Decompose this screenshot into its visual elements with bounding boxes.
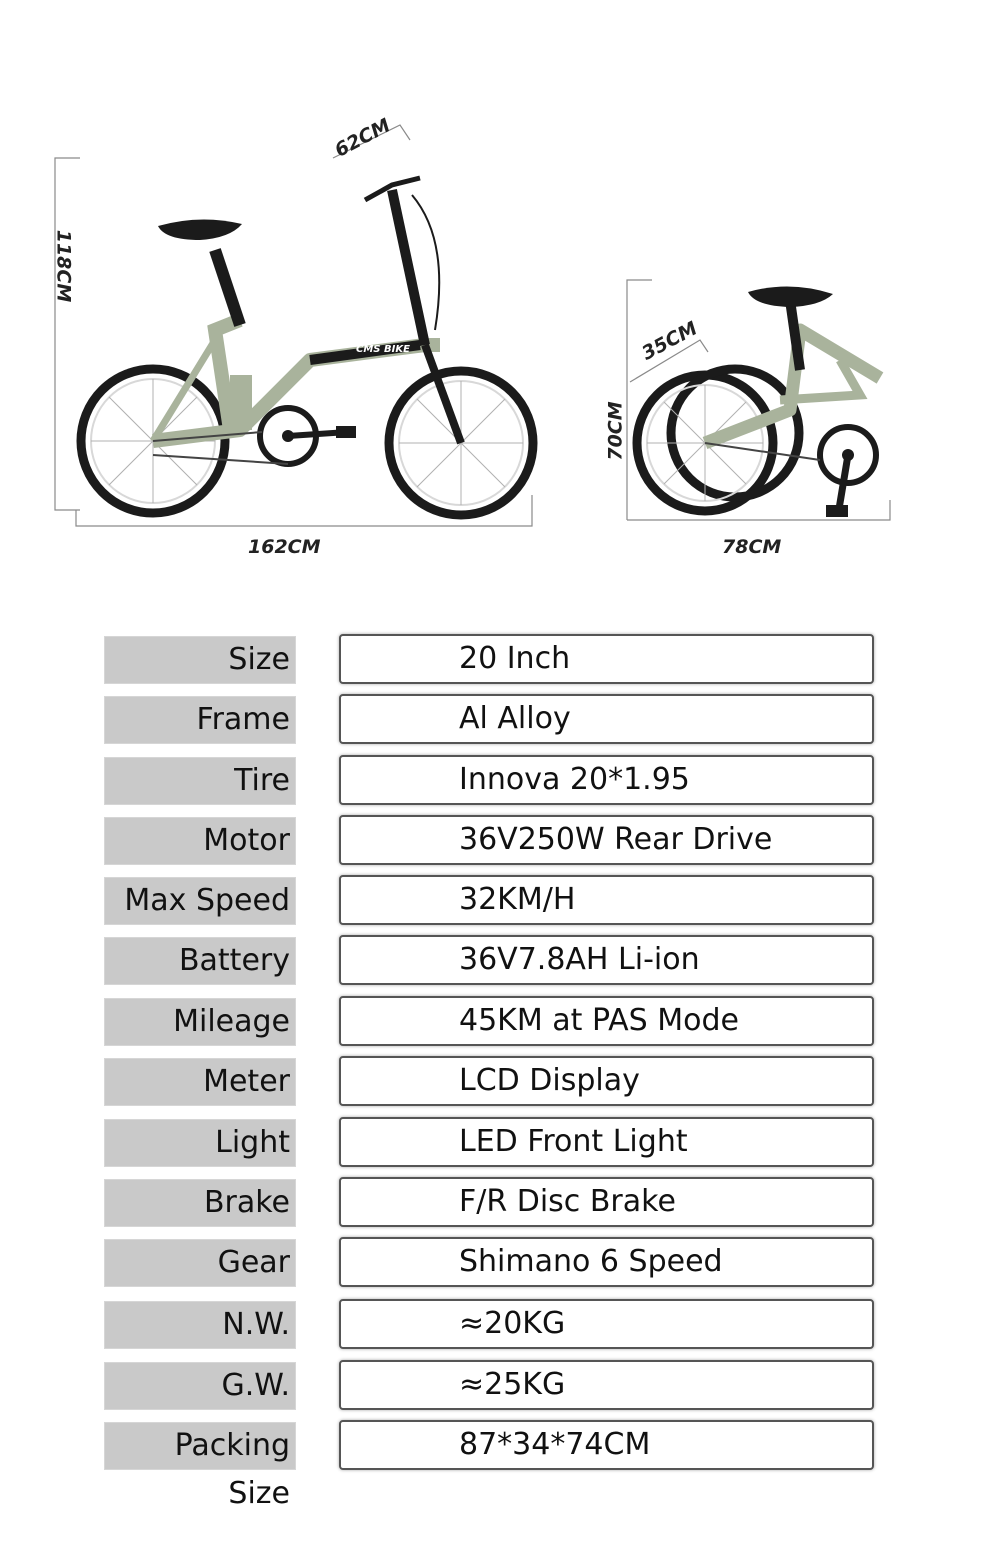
- folded-bike-image: [637, 286, 880, 517]
- unfolded-height-label: 118CM: [52, 229, 75, 303]
- spec-row-light: [0, 1117, 1000, 1171]
- spec-value: 36V250W Rear Drive: [339, 815, 874, 865]
- spec-value: F/R Disc Brake: [339, 1177, 874, 1227]
- spec-row-tire: [0, 755, 1000, 809]
- bike-illustration: [0, 0, 1000, 600]
- folded-depth-label: 35CM: [638, 317, 701, 365]
- spec-label: Light: [104, 1119, 296, 1167]
- unfolded-handlebar-label: 62CM: [331, 114, 394, 162]
- spec-value: ≈25KG: [339, 1360, 874, 1410]
- spec-row-size: [0, 634, 1000, 688]
- spec-value: ≈20KG: [339, 1299, 874, 1349]
- spec-row-frame: [0, 694, 1000, 748]
- spec-label: G.W.: [104, 1362, 296, 1410]
- unfolded-bike-image: [81, 178, 533, 515]
- spec-value: 36V7.8AH Li-ion: [339, 935, 874, 985]
- spec-label: Gear: [104, 1239, 296, 1287]
- spec-value: 45KM at PAS Mode: [339, 996, 874, 1046]
- spec-label: Battery: [104, 937, 296, 985]
- spec-row-net-weight: [0, 1299, 1000, 1353]
- spec-label: Frame: [104, 696, 296, 744]
- spec-value: Al Alloy: [339, 694, 874, 744]
- spec-label: Size: [104, 636, 296, 684]
- spec-label: N.W.: [104, 1301, 296, 1349]
- spec-value: 20 Inch: [339, 634, 874, 684]
- spec-label: Tire: [104, 757, 296, 805]
- unfolded-length-label: 162CM: [248, 536, 321, 558]
- spec-row-mileage: [0, 996, 1000, 1050]
- spec-row-brake: [0, 1177, 1000, 1231]
- spec-label: Meter: [104, 1058, 296, 1106]
- spec-row-battery: [0, 935, 1000, 989]
- spec-value: 32KM/H: [339, 875, 874, 925]
- spec-label: Mileage: [104, 998, 296, 1046]
- spec-label: Packing Size: [104, 1422, 296, 1470]
- spec-row-packing-size: [0, 1420, 1000, 1511]
- bike-figures: [0, 0, 1000, 600]
- spec-row-meter: [0, 1056, 1000, 1110]
- spec-value: LCD Display: [339, 1056, 874, 1106]
- spec-value: 87*34*74CM: [339, 1420, 874, 1470]
- spec-label: Motor: [104, 817, 296, 865]
- frame-brand-text: CMS BIKE: [356, 344, 410, 355]
- spec-label: Brake: [104, 1179, 296, 1227]
- spec-value: LED Front Light: [339, 1117, 874, 1167]
- spec-row-motor: [0, 815, 1000, 869]
- spec-row-max-speed: [0, 875, 1000, 929]
- spec-label: Max Speed: [104, 877, 296, 925]
- folded-length-label: 78CM: [722, 536, 782, 558]
- spec-value: Shimano 6 Speed: [339, 1237, 874, 1287]
- spec-value: Innova 20*1.95: [339, 755, 874, 805]
- folded-height-label: 70CM: [604, 401, 627, 461]
- spec-row-gross-weight: [0, 1360, 1000, 1414]
- spec-row-gear: [0, 1237, 1000, 1291]
